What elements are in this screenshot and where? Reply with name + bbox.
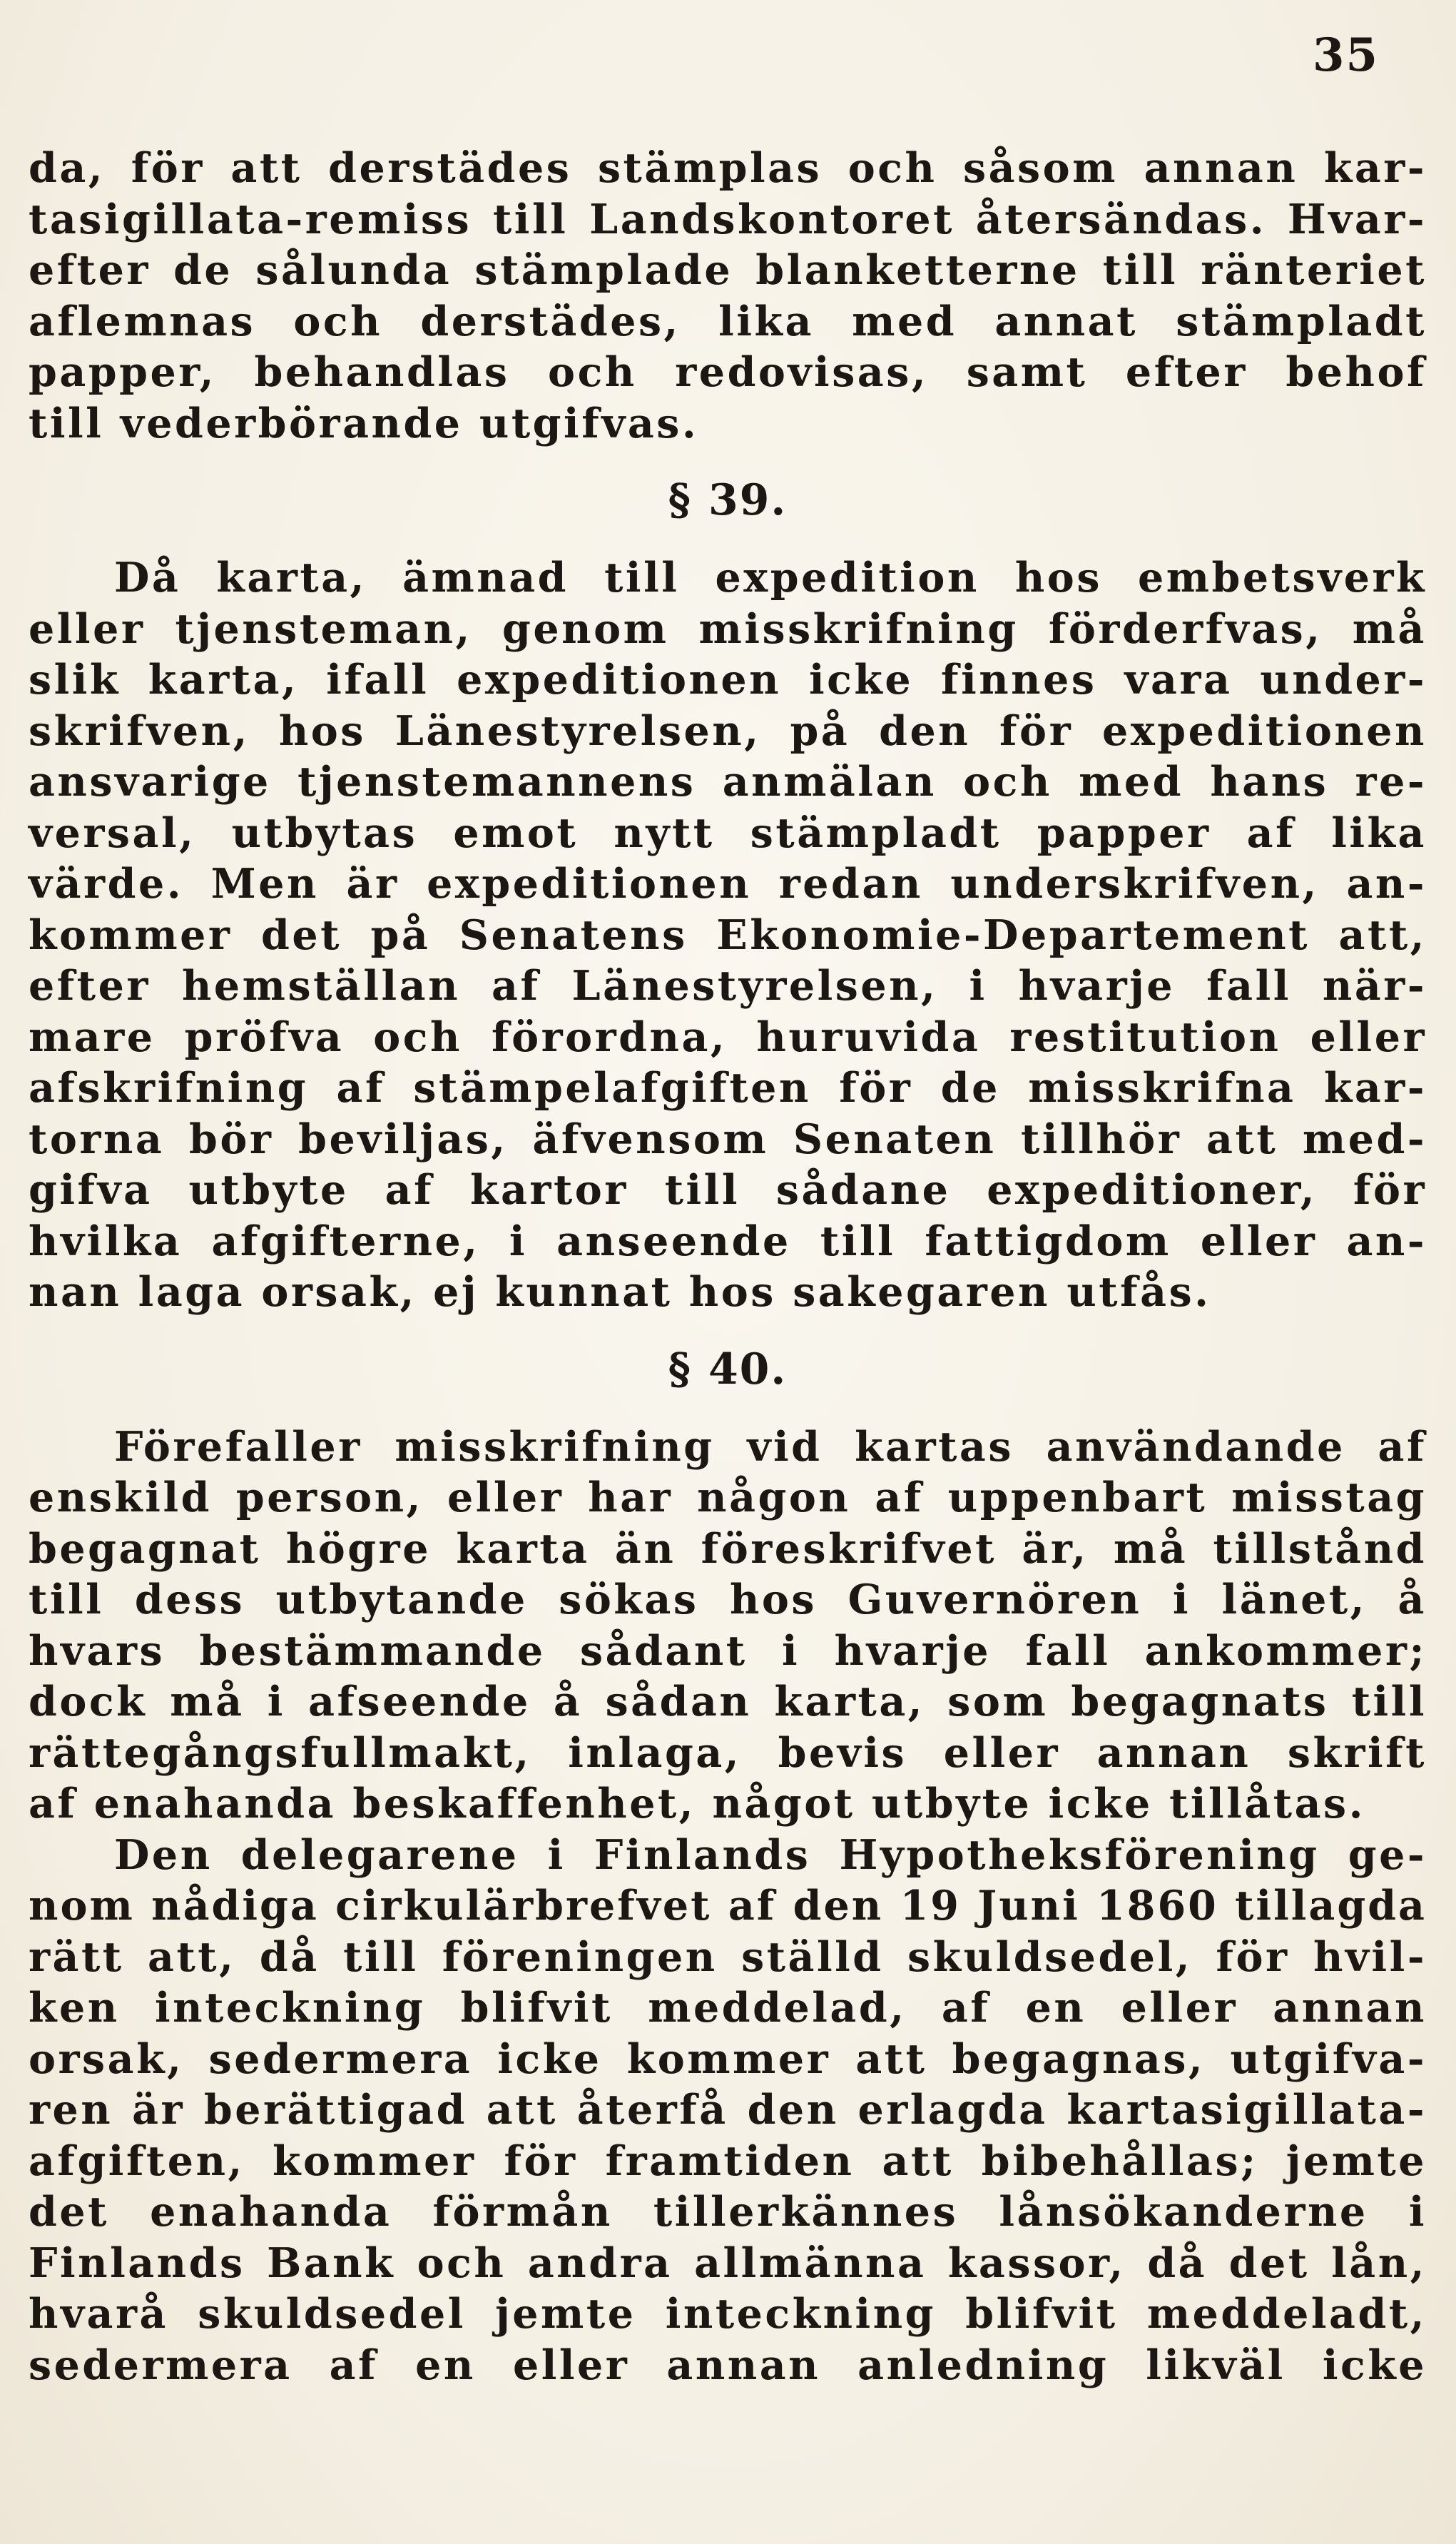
text-line: da, för att derstädes stämplas och såsom annan kar-	[29, 144, 1427, 192]
text-line: till vederbörande utgifvas.	[29, 399, 699, 447]
text-line: begagnat högre karta än föreskrifvet är, må tillstånd	[29, 1524, 1427, 1573]
text-line: nom nådiga cirkulärbrefvet af den 19 Juni 1860 tillagda	[29, 1882, 1427, 1930]
text-line: efter hemställan af Länestyrelsen, i hvarje fall när-	[29, 962, 1427, 1010]
text-line: kommer det på Senatens Ekonomie-Departement att,	[29, 911, 1427, 959]
text-line: rätt att, då till föreningen ställd skuldsedel, för hvil-	[29, 1932, 1427, 1981]
text-line: skrifven, hos Länestyrelsen, på den för expeditionen	[29, 706, 1427, 755]
text-line: sedermera af en eller annan anledning likväl icke	[29, 2341, 1427, 2389]
text-line: eller tjensteman, genom misskrifning förderfvas, må	[29, 604, 1427, 653]
text-line: orsak, sedermera icke kommer att begagnas, utgifva-	[29, 2034, 1427, 2083]
text-line: rättegångsfullmakt, inlaga, bevis eller annan skrift	[29, 1728, 1427, 1777]
text-line: till dess utbytande sökas hos Guvernören i länet, å	[29, 1576, 1427, 1623]
text-line: hvilka afgifterne, i anseende till fattigdom eller an-	[29, 1217, 1427, 1265]
text-line: mare pröfva och förordna, huruvida restitution eller	[29, 1013, 1427, 1061]
section-heading-39: § 39.	[668, 475, 788, 525]
text-line: af enahanda beskaffenhet, något utbyte icke tillåtas.	[29, 1780, 1365, 1828]
text-line: ken inteckning blifvit meddelad, af en eller annan	[29, 1984, 1427, 2032]
text-line: Förefaller misskrifning vid kartas användande af	[114, 1422, 1427, 1471]
text-line: värde. Men är expeditionen redan underskrifven, an-	[29, 860, 1427, 908]
text-line: ren är berättigad att återfå den erlagda kartasigillata-	[29, 2086, 1427, 2134]
text-line: gifva utbyte af kartor till sådane expeditioner, för	[29, 1166, 1427, 1214]
text-line: ansvarige tjenstemannens anmälan och med hans re-	[29, 758, 1427, 806]
text-line: papper, behandlas och redovisas, samt efter behof	[29, 348, 1427, 396]
text-line: Den delegarene i Finlands Hypotheksförening ge-	[114, 1830, 1427, 1879]
text-line: enskild person, eller har någon af uppenbart misstag	[29, 1474, 1427, 1521]
text-line: Då karta, ämnad till expedition hos embetsverk	[114, 554, 1427, 602]
text-line: nan laga orsak, ej kunnat hos sakegaren utfås.	[29, 1268, 1211, 1316]
text-line: tasigillata-remiss till Landskontoret återsändas. Hvar-	[29, 195, 1427, 243]
text-line: slik karta, ifall expeditionen icke finnes vara under-	[29, 656, 1427, 704]
text-line: aflemnas och derstädes, lika med annat stämpladt	[29, 297, 1427, 345]
text-line: torna bör beviljas, äfvensom Senaten tillhör att med-	[29, 1115, 1427, 1163]
text-line: Finlands Bank och andra allmänna kassor, då det lån,	[29, 2239, 1427, 2287]
text-line: afgiften, kommer för framtiden att bibehållas; jemte	[29, 2137, 1427, 2185]
page-number: 35	[1313, 29, 1380, 82]
text-line: versal, utbytas emot nytt stämpladt papper af lika	[29, 809, 1427, 857]
text-line: dock må i afseende å sådan karta, som begagnats till	[29, 1678, 1427, 1725]
text-line: hvars bestämmande sådant i hvarje fall ankommer;	[29, 1626, 1427, 1675]
section-heading-40: § 40.	[668, 1344, 788, 1394]
text-line: efter de sålunda stämplade blanketterne till ränteriet	[29, 246, 1427, 294]
text-line: afskrifning af stämpelafgiften för de misskrifna kar-	[29, 1064, 1427, 1112]
page-text	[29, 143, 1427, 2391]
text-line: det enahanda förmån tillerkännes lånsökanderne i	[29, 2188, 1427, 2236]
text-line: hvarå skuldsedel jemte inteckning blifvit meddeladt,	[29, 2290, 1427, 2338]
